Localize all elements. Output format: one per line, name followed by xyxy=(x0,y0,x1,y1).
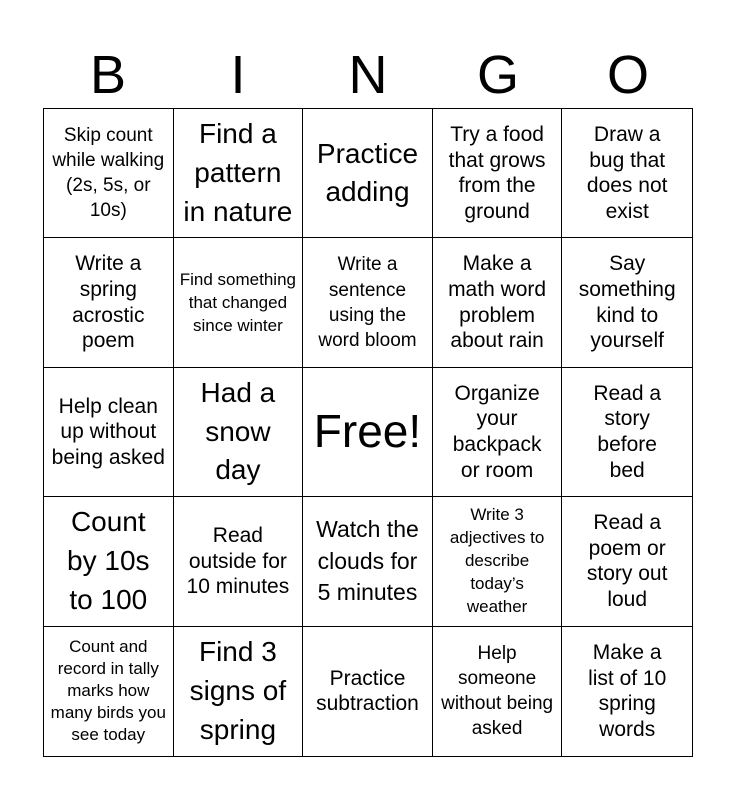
header-letter-o: O xyxy=(606,45,649,105)
cell-text: Try a food that grows from the ground xyxy=(448,122,546,223)
bingo-cell[interactable] xyxy=(303,238,433,367)
bingo-cell[interactable] xyxy=(433,627,563,756)
cell-text: Make a math word problem about rain xyxy=(448,252,547,353)
header-letter-n: N xyxy=(348,45,388,105)
cell-text: Find 3 signs of spring xyxy=(189,636,287,745)
cell-text: Read a story before bed xyxy=(593,381,662,482)
header-letter-i: I xyxy=(230,45,246,105)
free-space-text: Free! xyxy=(313,405,422,458)
bingo-cell[interactable] xyxy=(44,497,174,626)
bingo-cell[interactable] xyxy=(44,627,174,756)
bingo-cell[interactable] xyxy=(562,627,692,756)
bingo-cell[interactable] xyxy=(562,368,692,497)
bingo-header xyxy=(43,42,693,108)
bingo-cell[interactable] xyxy=(303,109,433,238)
cell-text: Help someone without being asked xyxy=(441,643,554,740)
cell-text: Watch the clouds for 5 minutes xyxy=(316,515,419,606)
cell-text: Read outside for 10 minutes xyxy=(186,523,290,599)
bingo-cell[interactable] xyxy=(433,238,563,367)
bingo-cell[interactable] xyxy=(174,368,304,497)
free-space[interactable] xyxy=(303,368,433,497)
bingo-cell[interactable] xyxy=(303,497,433,626)
cell-text: Draw a bug that does not exist xyxy=(586,122,668,223)
cell-text: Find something that changed since winter xyxy=(179,269,296,336)
bingo-cell[interactable] xyxy=(174,627,304,756)
cell-text: Count and record in tally marks how many birds you see today xyxy=(50,637,166,745)
cell-text: Read a poem or story out loud xyxy=(586,511,668,611)
cell-text: Find a pattern in nature xyxy=(183,118,293,227)
bingo-cell[interactable] xyxy=(433,368,563,497)
cell-text: Say something kind to yourself xyxy=(578,252,676,353)
bingo-cell[interactable] xyxy=(433,109,563,238)
header-letter-b: B xyxy=(89,45,127,105)
bingo-cell[interactable] xyxy=(562,497,692,626)
bingo-board xyxy=(43,108,693,757)
bingo-cell[interactable] xyxy=(303,627,433,756)
cell-text: Write a spring acrostic poem xyxy=(72,252,145,353)
cell-text: Count by 10s to 100 xyxy=(67,506,150,615)
bingo-cell[interactable] xyxy=(44,238,174,367)
bingo-cell[interactable] xyxy=(44,368,174,497)
cell-text: Write 3 adjectives to describe today’s weather xyxy=(449,505,545,616)
cell-text: Help clean up without being asked xyxy=(51,394,165,469)
bingo-cell[interactable] xyxy=(562,109,692,238)
bingo-cell[interactable] xyxy=(433,497,563,626)
bingo-cell[interactable] xyxy=(174,238,304,367)
cell-text: Had a snow day xyxy=(200,377,276,486)
header-letter-g: G xyxy=(476,45,519,105)
bingo-cell[interactable] xyxy=(562,238,692,367)
cell-text: Make a list of 10 spring words xyxy=(588,641,667,741)
cell-text: Organize your backpack or room xyxy=(452,381,542,482)
bingo-cell[interactable] xyxy=(44,109,174,238)
bingo-cell[interactable] xyxy=(174,497,304,626)
cell-text: Practice subtraction xyxy=(316,666,419,716)
bingo-cell[interactable] xyxy=(174,109,304,238)
cell-text: Practice adding xyxy=(316,137,419,208)
cell-text: Write a sentence using the word bloom xyxy=(318,254,417,351)
cell-text: Skip count while walking (2s, 5s, or 10s) xyxy=(52,125,165,222)
